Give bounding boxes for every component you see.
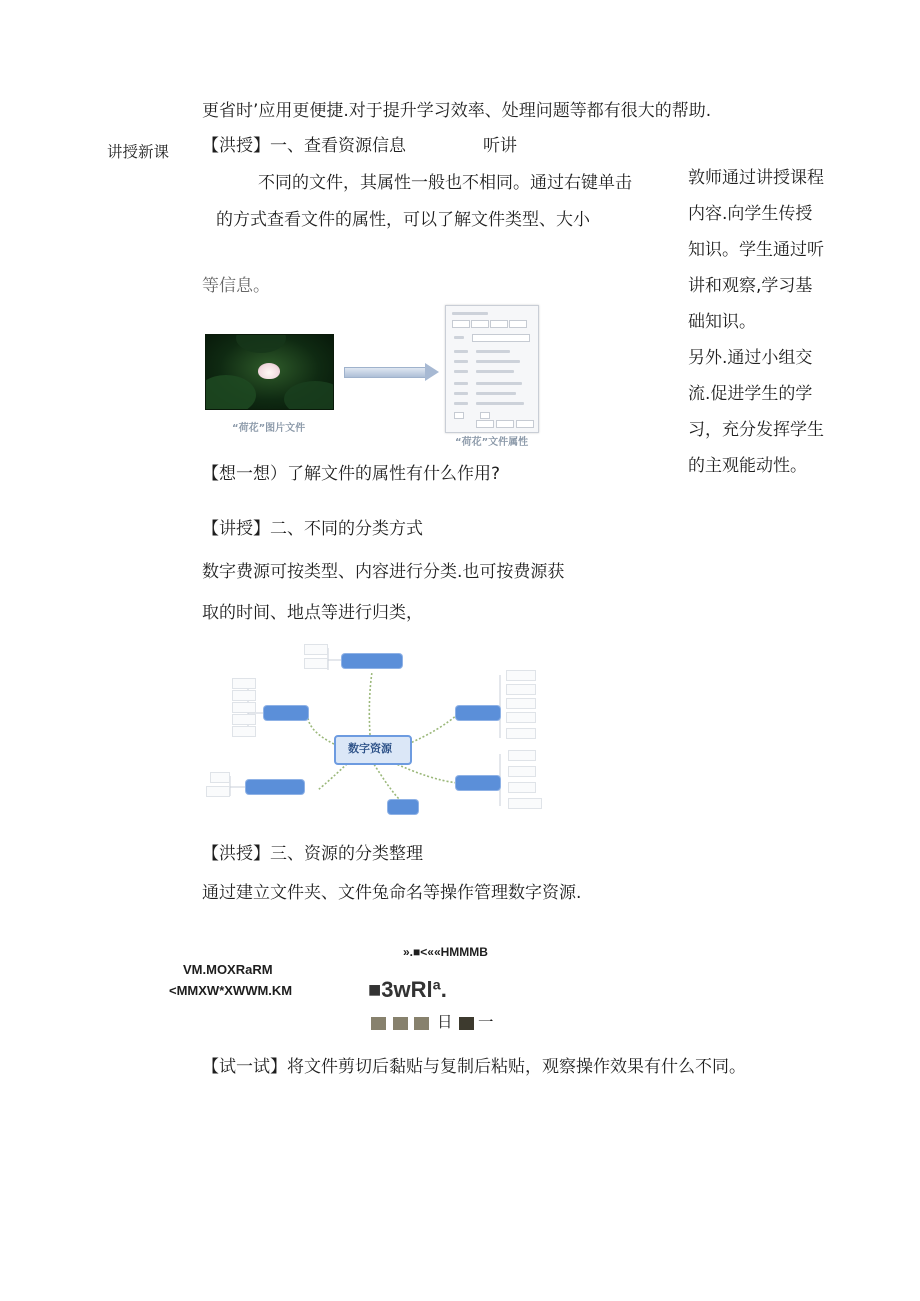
section-3-paragraph: 通过建立文件夹、文件兔命名等操作管理数字资源.: [202, 883, 582, 903]
note-line: 础知识。: [688, 312, 756, 332]
file-properties-dialog: [445, 305, 539, 433]
note-line: 另外.通过小组交: [688, 348, 813, 368]
activity-label: 听讲: [483, 136, 517, 156]
lotus-flower: [258, 363, 280, 379]
section-2-paragraph-line-2: 取的时间、地点等进行归类，: [202, 603, 423, 623]
section-1-paragraph-line-1: 不同的文件，其属性一般也不相同。通过右键单击: [258, 173, 632, 193]
mindmap-node: [342, 654, 402, 668]
note-line: 敦师通过讲授课程: [688, 168, 824, 188]
mindmap-center-node: [334, 735, 412, 765]
note-line: 习，充分发挥学生: [688, 420, 824, 440]
intro-line: 更省时’应用更便捷.对于提升学习效率、处理问题等都有很大的帮助.: [202, 101, 712, 121]
mindmap-node: [456, 706, 500, 720]
note-line: 讲和观察,学习基: [688, 276, 813, 296]
section-2-title: 【讲授】二、不同的分类方式: [202, 519, 423, 539]
note-line: 内容.向学生传授: [688, 204, 813, 224]
garbled-text: <MMXW*XWWM.KM: [169, 983, 293, 998]
mindmap-node: [388, 800, 418, 814]
mindmap-node: [456, 776, 500, 790]
photo-caption: “荷花”图片文件: [232, 423, 306, 434]
garbled-text: ».■<««HMMMB: [403, 945, 488, 959]
note-line: 知识。学生通过听: [688, 240, 824, 260]
section-1-title: 【洪授】一、查看资源信息: [202, 136, 406, 156]
garbled-text: 日: [437, 1013, 453, 1031]
note-line: 的主观能动性。: [688, 456, 807, 476]
think-prompt: 【想一想）了解文件的属性有什么作用?: [202, 464, 501, 484]
mindmap-node: [264, 706, 308, 720]
lotus-photo: [205, 334, 334, 410]
garbled-text: 一: [478, 1013, 494, 1031]
dialog-caption: “荷花”文件属性: [455, 437, 529, 448]
resource-mindmap: [200, 640, 545, 820]
note-line: 流.促进学生的学: [688, 384, 813, 404]
try-prompt: 【试一试】将文件剪切后黏贴与复制后粘贴，观察操作效果有什么不同。: [202, 1057, 746, 1077]
garbled-text: VM.MOXRaRM: [183, 962, 273, 977]
mindmap-center-label: 数字资源: [348, 742, 392, 755]
section-3-title: 【洪授】三、资源的分类整理: [202, 844, 423, 864]
garbled-text: ■3wRlª.: [368, 977, 447, 1002]
section-2-paragraph-line-1: 数字费源可按类型、内容进行分类.也可按费源获: [202, 562, 565, 582]
mindmap-node: [246, 780, 304, 794]
section-1-paragraph-line-3: 等信息。: [202, 276, 270, 296]
left-column-label: 讲授新课: [107, 143, 170, 161]
section-1-paragraph-line-2: 的方式查看文件的属性，可以了解文件类型、大小: [216, 210, 590, 230]
